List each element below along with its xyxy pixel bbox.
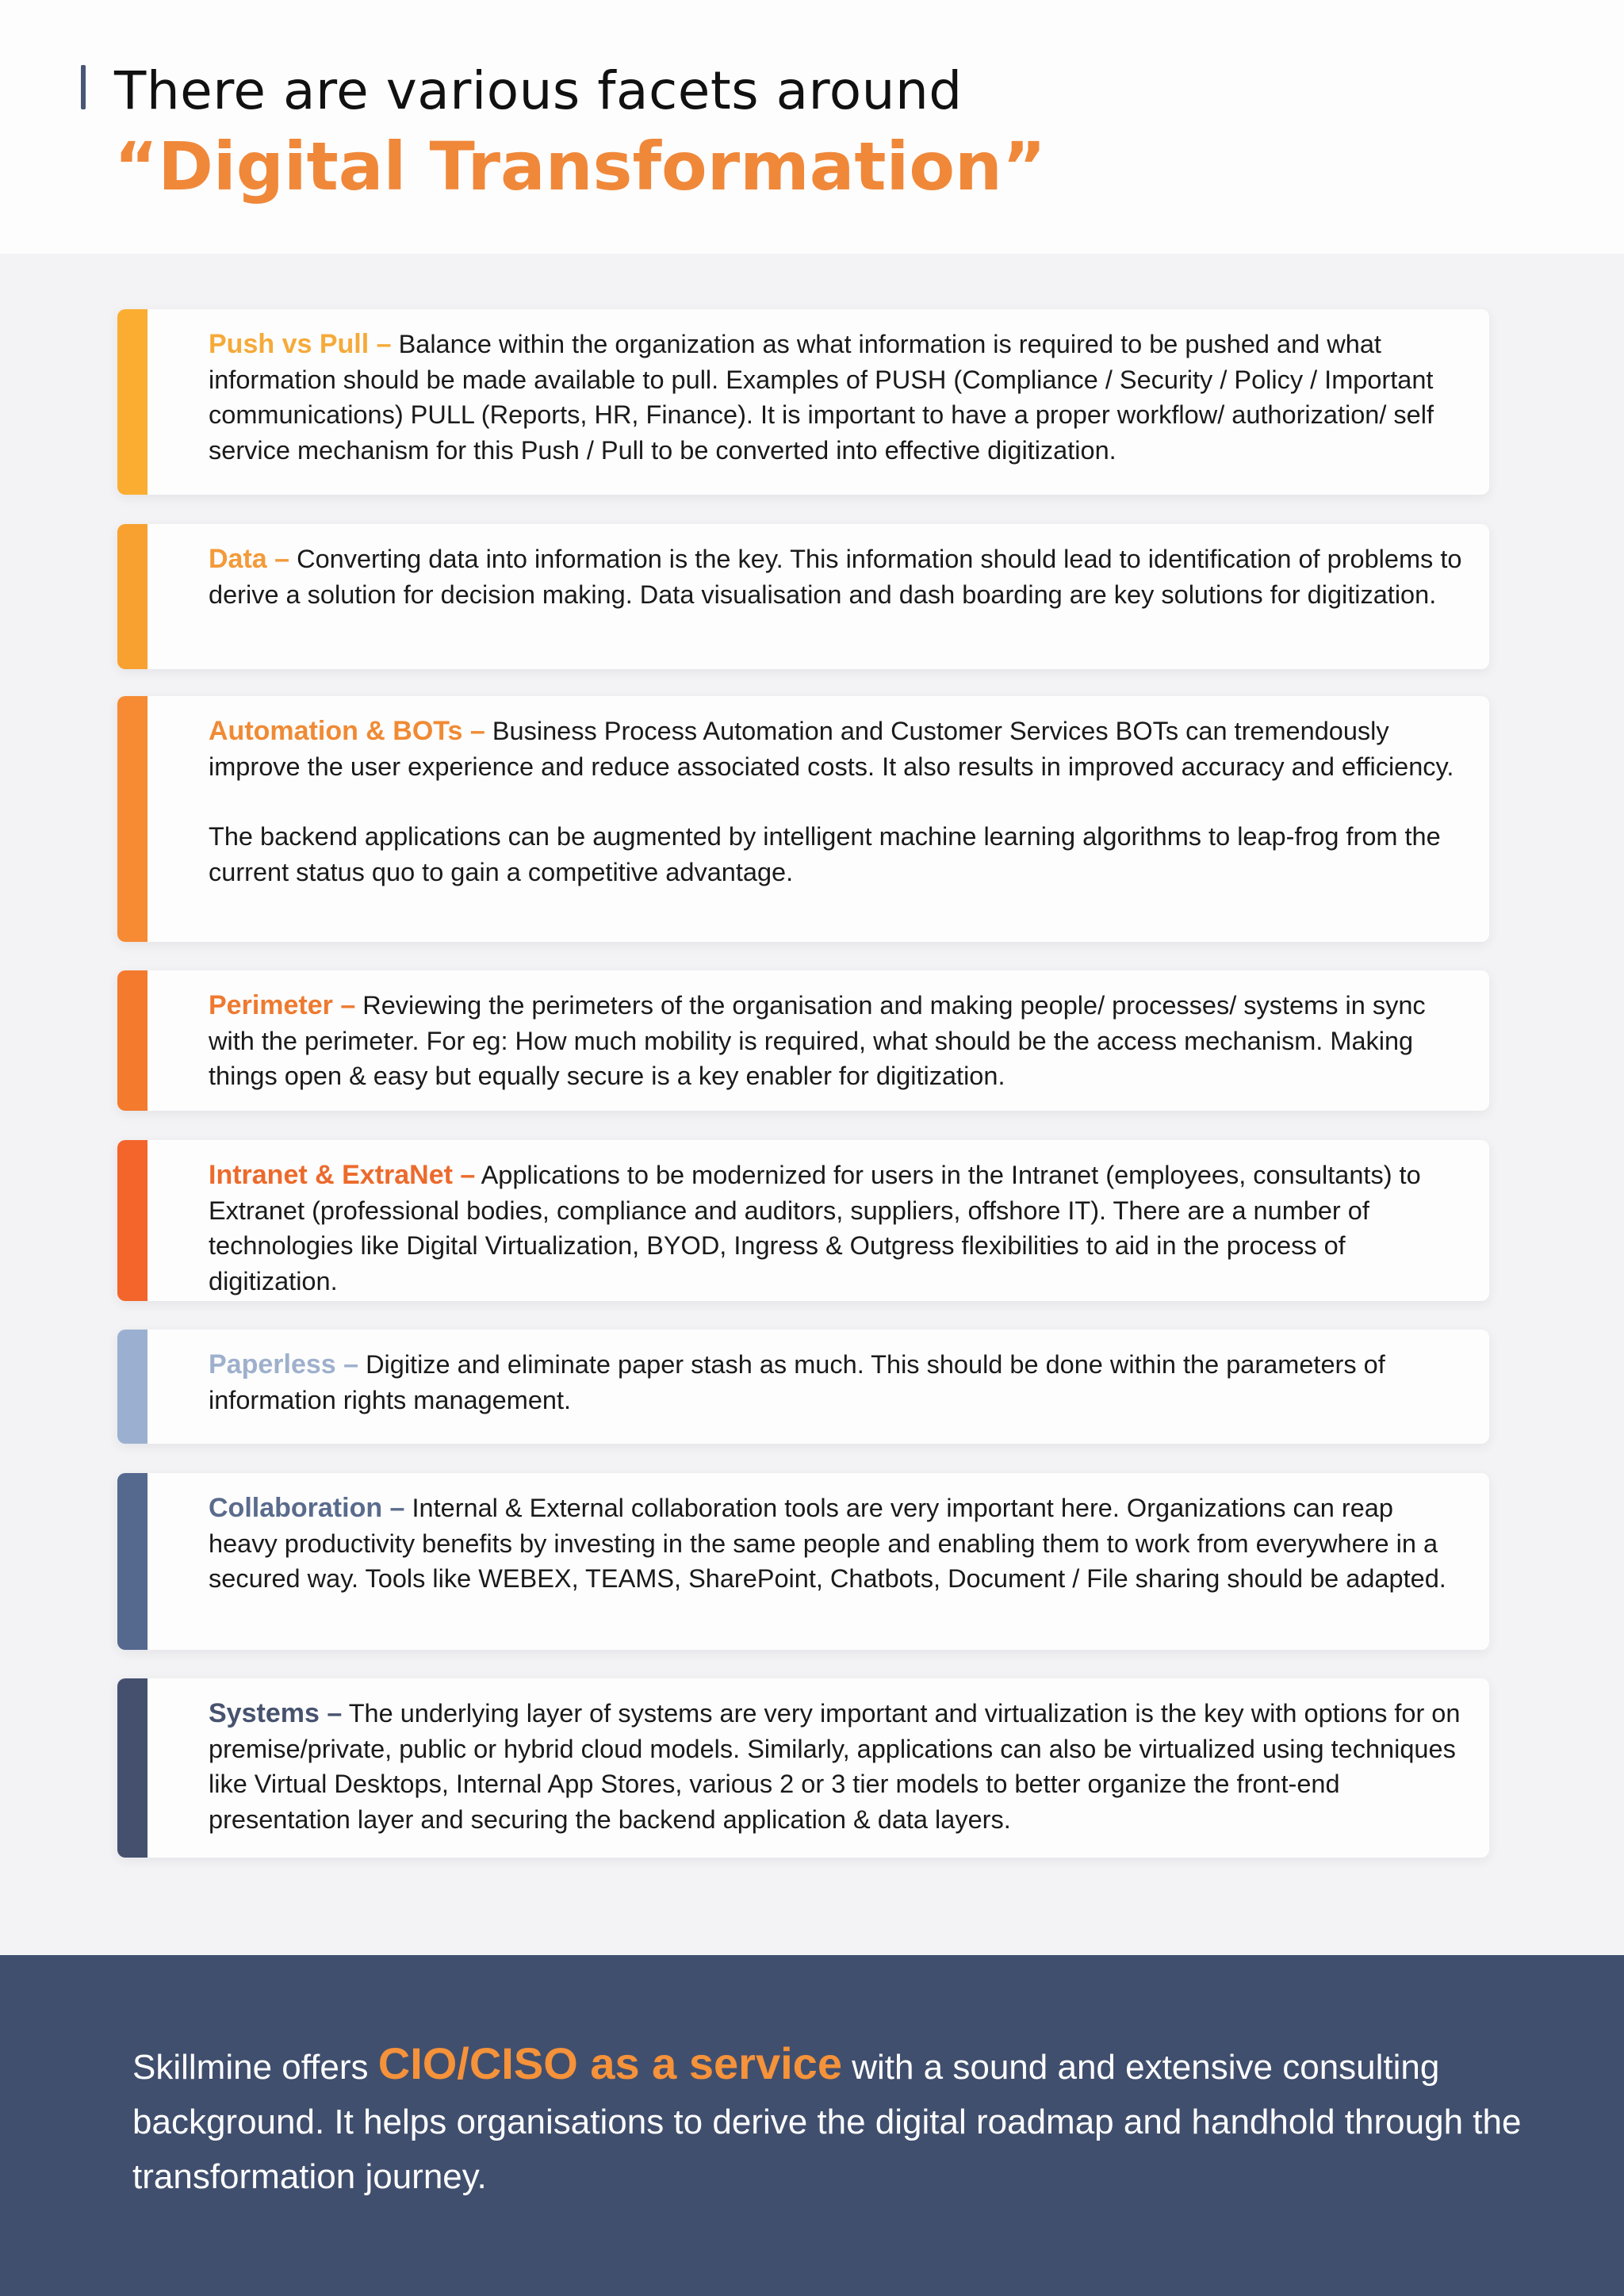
facet-card-push-vs-pull — [117, 309, 1489, 495]
card-text: Business Process Automation and Customer Services BOTs can tremendously improve the user experience and reduce associated costs. It also results in improved accuracy and efficiency. — [209, 717, 1454, 781]
facet-card-collaboration — [117, 1473, 1489, 1650]
card-text: Internal & External collaboration tools are very important here. Organizations can reap heavy productivity benefits by investing in the same people and enabling them to work from everywhere in a secured way. Tools like WEBEX, TEAMS, SharePoint, Chatbots, Document / File sharing should be adapted. — [209, 1494, 1446, 1593]
footer-banner — [0, 1955, 1624, 2296]
card-accent-bar — [117, 696, 147, 942]
page-title-line2: “Digital Transformation” — [114, 128, 1047, 205]
footer-text — [132, 2036, 1560, 2204]
card-title: Perimeter – — [209, 990, 356, 1020]
facet-card-data — [117, 524, 1489, 669]
card-accent-bar — [117, 1473, 147, 1650]
card-title: Data – — [209, 544, 290, 574]
header-accent-bar — [81, 65, 86, 109]
card-text-paragraph-2: The backend applications can be augmented by intelligent machine learning algorithms to leap-frog from the current status quo to gain a competitive advantage. — [209, 822, 1441, 886]
card-body — [209, 1696, 1467, 1837]
facet-card-automation-bots — [117, 696, 1489, 942]
card-accent-bar — [117, 970, 147, 1111]
card-accent-bar — [117, 1330, 147, 1444]
card-body — [209, 327, 1467, 468]
card-text: Reviewing the perimeters of the organisation and making people/ processes/ systems in sync with the perimeter. For eg: How much mobility is required, what should be the access mechanism. Making things open & easy but equally secure is a key enabler for digitization. — [209, 991, 1426, 1090]
card-accent-bar — [117, 1678, 147, 1858]
card-body — [209, 1158, 1467, 1299]
card-title: Automation & BOTs – — [209, 716, 485, 746]
page-header — [0, 0, 1624, 254]
footer-highlight: CIO/CISO as a service — [377, 2038, 842, 2088]
card-text: Applications to be modernized for users in the Intranet (employees, consultants) to Extranet (professional bodies, compliance and auditors, suppliers, offshore IT). There are a number of technologies like Digital Virtualization, BYOD, Ingress & Outgress flexibilities to aid in the process of digitization. — [209, 1161, 1421, 1295]
card-accent-bar — [117, 1140, 147, 1301]
facet-card-perimeter — [117, 970, 1489, 1111]
card-title: Paperless – — [209, 1349, 359, 1380]
card-text: Digitize and eliminate paper stash as much. This should be done within the parameters of information rights management. — [209, 1350, 1385, 1414]
footer-suffix: with a sound and extensive consulting background. It helps organisations to derive the digital roadmap and handhold through the transformation journey. — [132, 2048, 1522, 2196]
facet-card-systems — [117, 1678, 1489, 1858]
footer-prefix: Skillmine offers — [132, 2048, 369, 2087]
card-title: Collaboration – — [209, 1493, 405, 1523]
card-body — [209, 1347, 1467, 1418]
card-accent-bar — [117, 309, 147, 495]
card-accent-bar — [117, 524, 147, 669]
card-title: Intranet & ExtraNet – — [209, 1160, 476, 1190]
page-title-line1: There are various facets around — [114, 60, 963, 121]
card-text: Converting data into information is the key. This information should lead to identification of problems to derive a solution for decision making. Data visualisation and dash boarding are key solutions for digitization. — [209, 545, 1462, 609]
card-text: Balance within the organization as what information is required to be pushed and what information should be made available to pull. Examples of PUSH (Compliance / Security / Policy / Important communications) PULL (Reports, HR, Finance). It is important to have a proper workflow/ authorization/ self service mechanism for this Push / Pull to be converted into effective digitization. — [209, 330, 1434, 465]
card-title: Systems – — [209, 1698, 343, 1728]
card-text: The underlying layer of systems are very important and virtualization is the key with options for on premise/private, public or hybrid cloud models. Similarly, applications can also be virtualized using techniques like Virtual Desktops, Internal App Stores, various 2 or 3 tier models to better organize the front-end presentation layer and securing the backend application & data layers. — [209, 1699, 1461, 1834]
facet-card-paperless — [117, 1330, 1489, 1444]
card-body — [209, 988, 1467, 1094]
facet-card-intranet-extranet — [117, 1140, 1489, 1301]
card-body — [209, 541, 1467, 612]
card-body — [209, 714, 1467, 890]
card-title: Push vs Pull – — [209, 329, 392, 359]
card-body — [209, 1490, 1467, 1597]
